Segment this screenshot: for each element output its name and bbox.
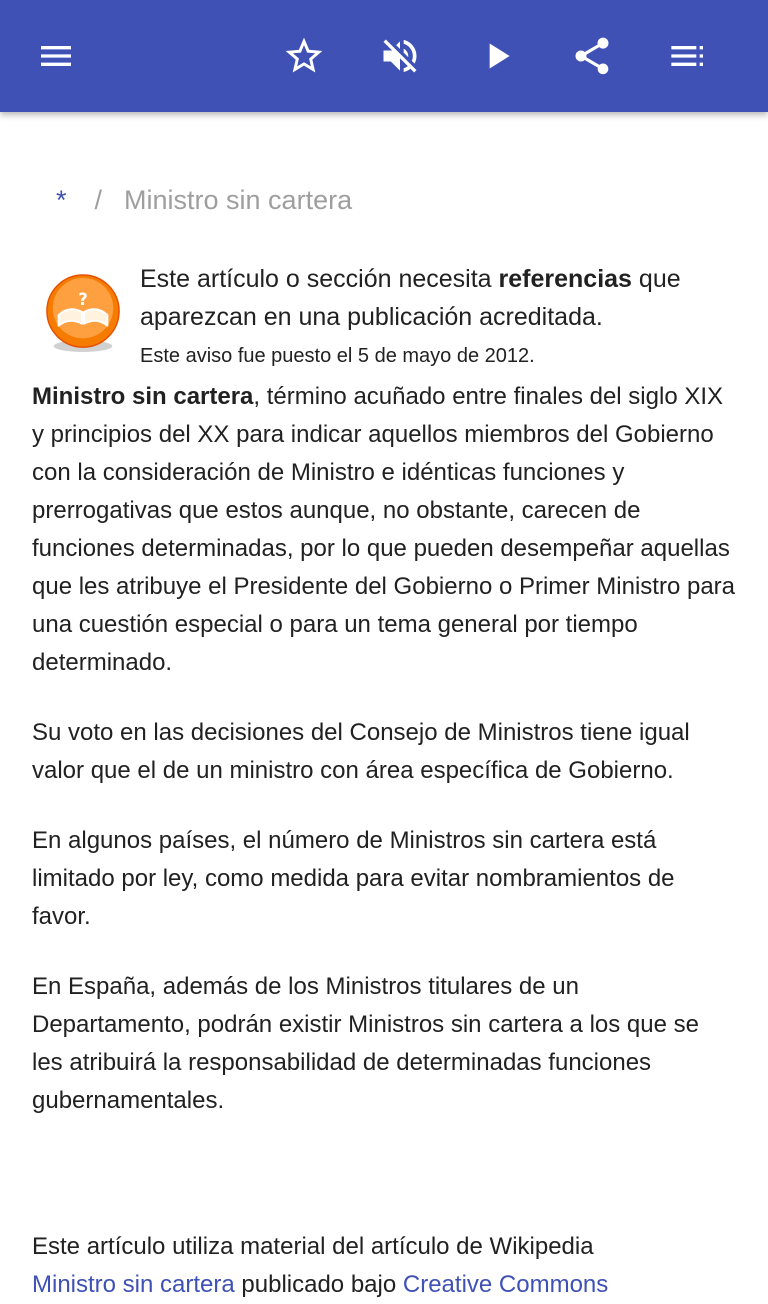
app-bar	[0, 0, 768, 112]
share-icon	[570, 34, 614, 78]
article-paragraph: Su voto en las decisiones del Consejo de Ministros tiene igual valor que el de un ministro con área específica de Gobierno.	[32, 719, 690, 784]
breadcrumb-home-link[interactable]: *	[56, 185, 67, 215]
attribution-text: Este artículo utiliza material del artículo de Wikipedia	[32, 1233, 594, 1260]
notice-emphasis: referencias	[498, 265, 632, 293]
menu-button[interactable]	[28, 28, 84, 84]
article-term: Ministro sin cartera	[32, 383, 254, 410]
references-notice	[32, 260, 736, 372]
svg-text:?: ?	[78, 290, 88, 310]
play-button[interactable]	[470, 28, 526, 84]
star-outline-icon	[282, 34, 326, 78]
article-paragraph: En España, además de los Ministros titulares de un Departamento, podrán existir Ministros sin cartera a los que se les atribuirá la responsabilidad de determinadas funciones gubernamentales.	[32, 973, 699, 1114]
mute-button[interactable]	[372, 28, 428, 84]
article-body	[32, 378, 736, 1152]
favorite-button[interactable]	[276, 28, 332, 84]
share-button[interactable]	[564, 28, 620, 84]
notice-date: Este aviso fue puesto el 5 de mayo de 2012.	[140, 345, 535, 367]
volume-off-icon	[378, 34, 422, 78]
article-paragraph: Ministro sin cartera, término acuñado entre finales del siglo XIX y principios del XX para indicar aquellos miembros del Gobierno con la consideración de Ministro e idénticas funciones y prerrogativas que estos aunque, no obstante, carecen de funciones determinadas, por lo que pueden desempeñar aquellas que les atribuye el Presidente del Gobierno o Primer Ministro para una cuestión especial o para un tema general por tiempo determinado.	[32, 383, 736, 676]
breadcrumb	[56, 182, 352, 218]
article-content[interactable]	[0, 112, 768, 1298]
book-question-icon	[44, 272, 122, 354]
play-icon	[478, 36, 518, 76]
breadcrumb-current: Ministro sin cartera	[124, 185, 353, 215]
list-icon	[668, 36, 708, 76]
article-paragraph: En algunos países, el número de Ministros sin cartera está limitado por ley, como medida para evitar nombramientos de favor.	[32, 827, 675, 930]
attribution: Este artículo utiliza material del artículo de Wikipedia Ministro sin cartera publicado bajo Creative Commons	[32, 1228, 736, 1304]
notice-message: Este artículo o sección necesita referencias que aparezcan en una publicación acreditada.	[140, 265, 681, 331]
source-article-link[interactable]: Ministro sin cartera	[32, 1271, 235, 1298]
contents-button[interactable]	[660, 28, 716, 84]
menu-icon	[36, 36, 76, 76]
license-link[interactable]: Creative Commons	[402, 1271, 609, 1298]
breadcrumb-separator: /	[94, 185, 103, 215]
